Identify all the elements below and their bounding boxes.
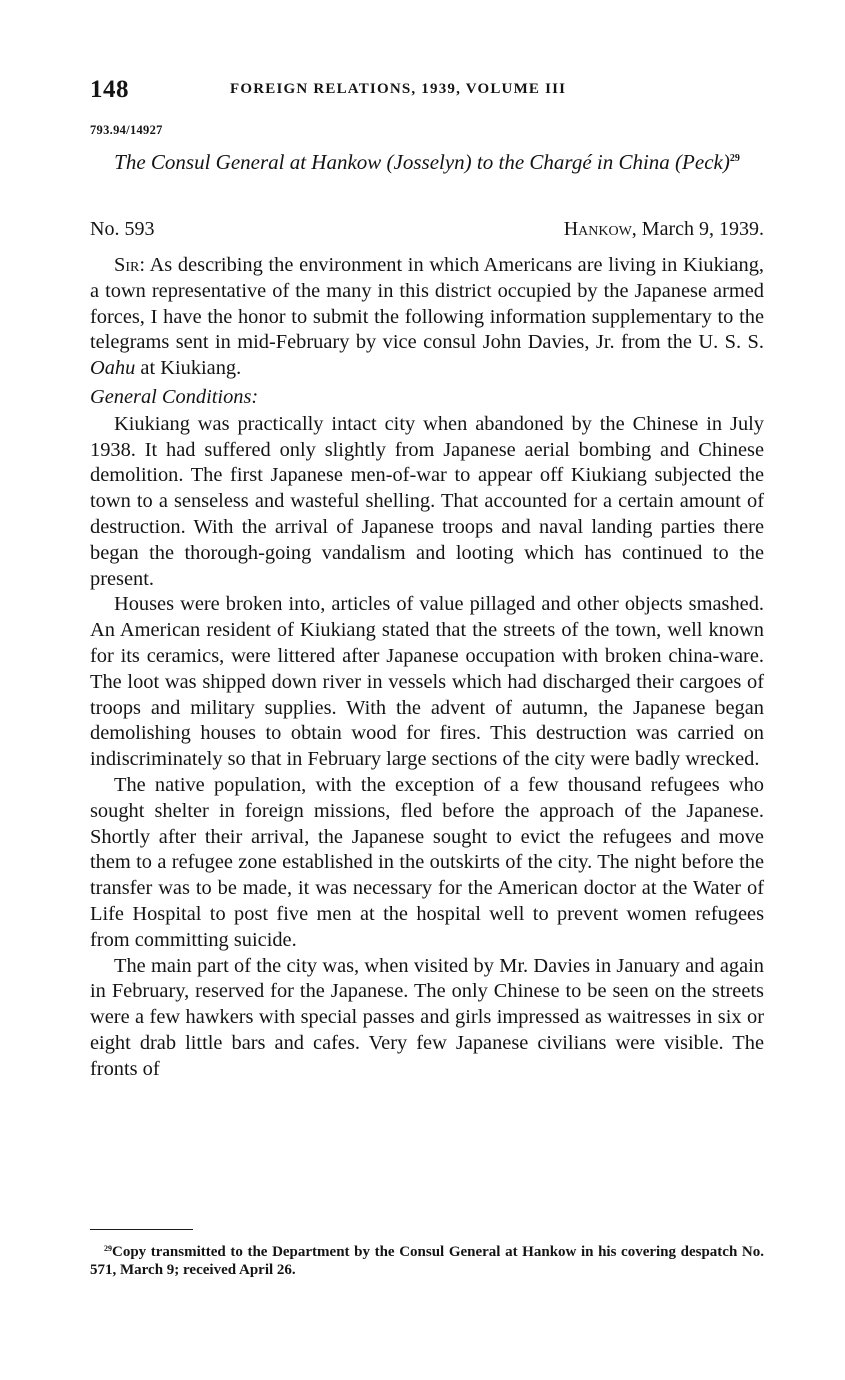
place-name: Hankow, [563,218,637,240]
paragraph-5: The main part of the city was, when visited by Mr. Davies in January and again in February, reserved for the Japanese. The only Chinese to be seen on the streets were a few hawkers with special passes and girls impressed as waitresses in six or eight drab little bars and cafes. Very few Japanese civilians were visible. The fronts of [90,954,764,1080]
despatch-date: March 9, 1939. [641,218,764,240]
footnote-marker: 29 [104,1244,112,1253]
title-footnote-ref: 29 [729,153,740,164]
footnote-divider [90,1229,193,1230]
paragraph-1-text: As describing the environment in which Americans are living in Kiukiang, a town representative of the many in this district occupied by the Japanese armed forces, I have the honor to submit the following information supplementary to the telegrams sent in mid-February by vice consul John Davies, Jr. from the U. S. S. [90,254,764,354]
salutation: Sir: [114,254,146,276]
paragraph-1 [90,253,764,382]
running-head: FOREIGN RELATIONS, 1939, VOLUME III [230,81,567,97]
page-number: 148 [90,76,129,103]
footnote-paragraph [90,1240,764,1279]
paragraph-1-end: at Kiukiang. [140,357,242,380]
document-title-text: The Consul General at Hankow (Josselyn) to the Chargé in China (Peck) [114,150,730,174]
despatch-number: No. 593 [90,218,155,240]
page-header [90,76,762,106]
ship-name: Oahu [90,357,136,380]
section-heading: General Conditions: [90,385,259,408]
paragraph-2: Kiukiang was practically intact city when abandoned by the Chinese in July 1938. It had suffered only slightly from Japanese aerial bombing and Chinese demolition. The first Japanese men-of-war to appear off Kiukiang subjected the town to a senseless and wasteful shelling. That accounted for a certain amount of destruction. With the arrival of Japanese troops and naval landing parties there began the thorough-going vandalism and looting which has continued to the present. [90,412,764,590]
document-title [90,146,764,175]
place-and-date [564,218,764,241]
paragraph-3: Houses were broken into, articles of value pillaged and other objects smashed. An American resident of Kiukiang stated that the streets of the town, well known for its ceramics, were littered after Japanese occupation with broken china-ware. The loot was shipped down river in vessels which had discharged their cargoes of troops and military supplies. With the advent of autumn, the Japanese began demolishing houses to obtain wood for fires. This destruction was carried on indiscriminately so that in February large sections of the city were badly wrecked. [90,593,764,771]
paragraph-4: The native population, with the exception of a few thousand refugees who sought shelter in foreign missions, fled before the approach of the Japanese. Shortly after their arrival, the Japanese sought to evict the refugees and move them to a refugee zone established in the outskirts of the city. The night before the transfer was to be made, it was necessary for the American doctor at the Water of Life Hospital to post five men at the hospital well to prevent women refugees from committing suicide. [90,773,764,951]
footnote [90,1240,764,1279]
dateline [90,218,764,244]
body-text [90,253,764,1083]
footnote-text: Copy transmitted to the Department by the Consul General at Hankow in his covering despatch No. 571, March 9; received April 26. [90,1244,764,1278]
file-number: 793.94/14927 [90,123,163,137]
